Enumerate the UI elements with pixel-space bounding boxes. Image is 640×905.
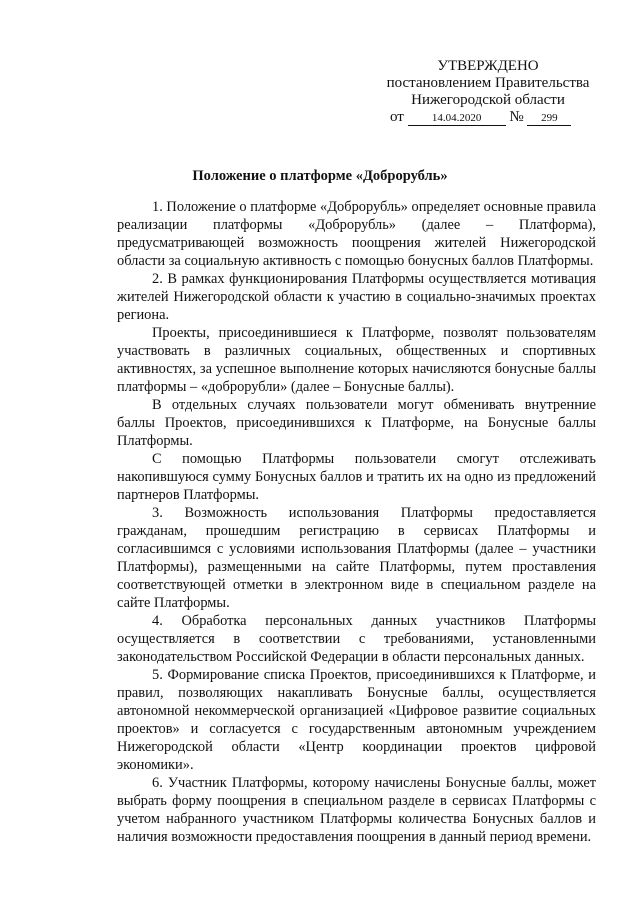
paragraph: С помощью Платформы пользователи смогут отслеживать накопившуюся сумму Бонусных баллов и тратить их на одно из предложений партнеров Платформы. [117, 451, 596, 503]
paragraph: 4. Обработка персональных данных участников Платформы осуществляется в соответствии с требованиями, установленными законодательством Российской Федерации в области персональных данных. [117, 613, 596, 665]
approval-region: Нижегородской области [411, 92, 565, 108]
from-label: от [390, 109, 404, 125]
number-label: № [509, 109, 524, 125]
approval-status: УТВЕРЖДЕНО [437, 58, 539, 74]
approval-authority: постановлением Правительства [386, 75, 590, 91]
document-body [117, 198, 596, 846]
paragraph: 5. Формирование списка Проектов, присоединившихся к Платформе, и правил, позволяющих накапливать Бонусные баллы, осуществляется автономной некоммерческой организацией «Цифровое развитие социальных проектов» и согласуется с государственным автономным учреждением Нижегородской области «Центр координации проектов цифровой экономики». [117, 667, 596, 773]
paragraph: В отдельных случаях пользователи могут обменивать внутренние баллы Проектов, присоединившихся к Платформе, на Бонусные баллы Платформы. [117, 397, 596, 449]
approval-stamp [380, 58, 596, 126]
paragraph: 6. Участник Платформы, которому начислены Бонусные баллы, может выбрать форму поощрения в специальном разделе в сервисах Платформы с учетом набранного участником Платформы количества Бонусных баллов и наличия возможности предоставления поощрения в данный период времени. [117, 775, 596, 845]
approval-number: 299 [527, 112, 571, 126]
paragraph: 2. В рамках функционирования Платформы осуществляется мотивация жителей Нижегородской области к участию в социально-значимых проектах региона. [117, 271, 596, 323]
document-title: Положение о платформе «Доброрубль» [192, 168, 448, 184]
approval-date-row [380, 109, 596, 126]
paragraph: 1. Положение о платформе «Доброрубль» определяет основные правила реализации платформы «Доброрубль» (далее – Платформа), предусматривающей возможность поощрения жителей Нижегородской области за социальную активность с помощью бонусных баллов Платформы. [117, 199, 596, 269]
approval-date: 14.04.2020 [408, 112, 506, 126]
paragraph: 3. Возможность использования Платформы предоставляется гражданам, прошедшим регистрацию в сервисах Платформы и согласившимся с условиями использования Платформы (далее – участники Платформы), размещенными на сайте Платформы, путем проставления соответствующей отметки в электронном виде в специальном разделе на сайте Платформы. [117, 505, 596, 611]
paragraph: Проекты, присоединившиеся к Платформе, позволят пользователям участвовать в различных социальных, общественных и спортивных активностях, за успешное выполнение которых начисляются бонусные баллы платформы – «доброрубли» (далее – Бонусные баллы). [117, 325, 596, 395]
